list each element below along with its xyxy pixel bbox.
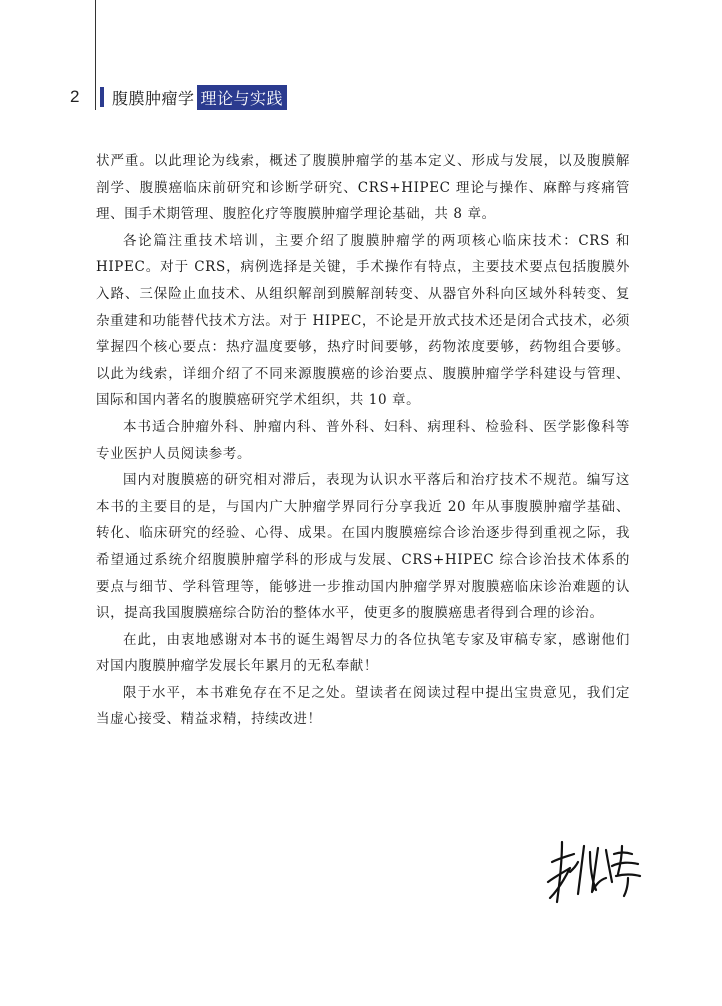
running-header — [60, 85, 287, 109]
paragraph: 状严重。以此理论为线索，概述了腹膜肿瘤学的基本定义、形成与发展，以及腹膜解剖学、腹膜癌临床前研究和诊断学研究、CRS+HIPEC 理论与操作、麻醉与疼痛管理、围手术期管理、腹腔化疗等腹膜肿瘤学理论基础，共 8 章。 — [96, 153, 630, 223]
page-number: 2 — [70, 87, 80, 106]
paragraph: 本书适合肿瘤外科、肿瘤内科、普外科、妇科、病理科、检验科、医学影像科等专业医护人员阅读参考。 — [96, 418, 630, 462]
author-signature — [540, 832, 650, 912]
book-title: 腹膜肿瘤学 — [112, 88, 195, 108]
body-text — [96, 148, 630, 733]
book-subtitle: 理论与实践 — [197, 85, 288, 110]
paragraph: 国内对腹膜癌的研究相对滞后，表现为认识水平落后和治疗技术不规范。编写这本书的主要目的是，与国内广大肿瘤学界同行分享我近 20 年从事腹膜肿瘤学基础、转化、临床研究的经验、心得、成果。在国内腹膜癌综合诊治逐步得到重视之际，我希望通过系统介绍腹膜肿瘤学科的形成与发展、CRS+HIPEC 综合诊治技术体系的要点与细节、学科管理等，能够进一步推动国内肿瘤学界对腹膜癌临床诊治难题的认识，提高我国腹膜癌综合防治的整体水平，使更多的腹膜癌患者得到合理的诊治。 — [96, 472, 630, 622]
paragraph: 限于水平，本书难免存在不足之处。望读者在阅读过程中提出宝贵意见，我们定当虚心接受、精益求精，持续改进！ — [96, 684, 630, 728]
paragraph: 在此，由衷地感谢对本书的诞生竭智尽力的各位执笔专家及审稿专家，感谢他们对国内腹膜肿瘤学发展长年累月的无私奉献！ — [96, 631, 630, 675]
paragraph: 各论篇注重技术培训，主要介绍了腹膜肿瘤学的两项核心临床技术：CRS 和 HIPEC。对于 CRS，病例选择是关键，手术操作有特点，主要技术要点包括腹膜外入路、三保险止血技术、从组织解剖到膜解剖转变、从器官外科向区域外科转变、复杂重建和功能替代技术方法。对于 HIPEC，不论是开放式技术还是闭合式技术，必须掌握四个核心要点：热疗温度要够，热疗时间要够，药物浓度要够，药物组合要够。以此为线索，详细介绍了不同来源腹膜癌的诊治要点、腹膜肿瘤学学科建设与管理、国际和国内著名的腹膜癌研究学术组织，共 10 章。 — [96, 232, 630, 409]
header-accent-bar — [100, 87, 104, 107]
